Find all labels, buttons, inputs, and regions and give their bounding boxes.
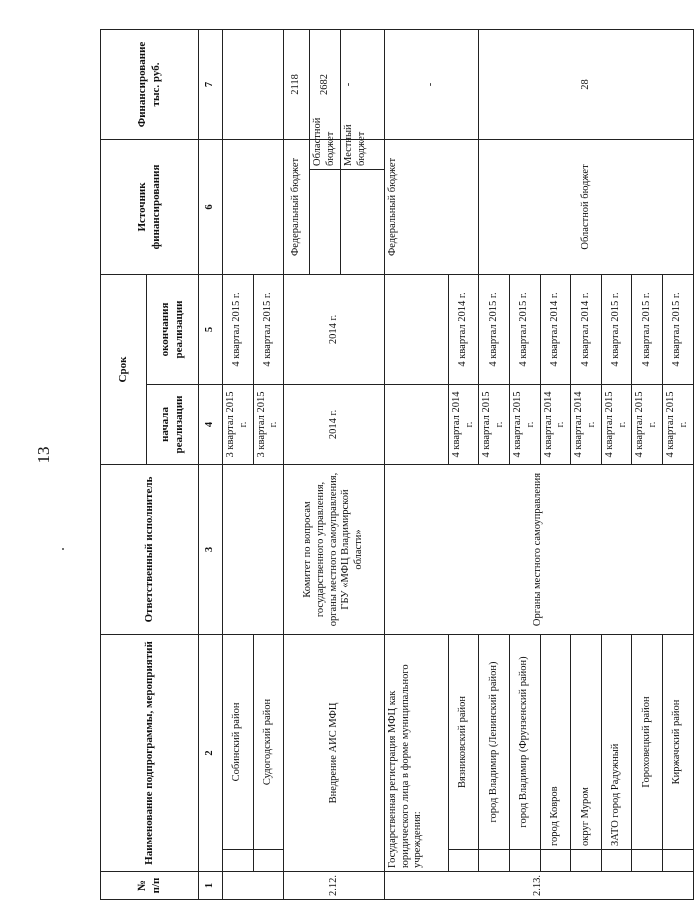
start-date: 4 квартал 2015 г. [632,384,663,464]
funding-source: Местный бюджет [340,139,384,169]
funding-amount: - [340,29,384,139]
header-num: № п/п [101,872,199,900]
funding-amount: - [384,29,479,139]
table-rotation-frame [100,30,689,900]
start-date: 4 квартал 2014 г. [448,384,479,464]
item-name: Государственная регистрация МФЦ как юридического лица в форме муниципального учреждения: [384,634,448,871]
district-name: Судогодский район [253,634,284,849]
funding-source: Областной бюджет [310,139,341,169]
start-date: 2014 г. [284,384,385,464]
end-date: 4 квартал 2014 г. [540,274,571,384]
col-number: 1 [199,872,223,900]
header-term: Срок [101,274,147,464]
col-number: 6 [199,139,223,274]
table-row [384,29,448,899]
table-row [223,29,254,899]
start-date: 4 квартал 2014 г. [540,384,571,464]
funding-amount: 2118 [284,29,310,139]
end-date: 4 квартал 2015 г. [601,274,632,384]
end-date: 4 квартал 2014 г. [571,274,602,384]
start-date: 4 квартал 2015 г. [601,384,632,464]
item-name: Внедрение АИС МФЦ [284,634,385,871]
header-end: окончания реализации [147,274,199,384]
col-number: 7 [199,29,223,139]
start-date: 4 квартал 2014 г. [571,384,602,464]
start-date: 4 квартал 2015 г. [662,384,693,464]
header-start: начала реализации [147,384,199,464]
header-name: Наименование подпрограммы, мероприятий [101,634,199,871]
col-number: 3 [199,464,223,634]
funding-source: Федеральный бюджет [284,139,310,274]
item-number: 2.12. [284,872,385,900]
end-date: 4 квартал 2015 г. [223,274,254,384]
funding-amount: 28 [479,29,693,139]
item-number: 2.13. [384,872,693,900]
end-date: 2014 г. [284,274,385,384]
header-executor: Ответственный исполнитель [101,464,199,634]
page-number: 13 [34,446,53,464]
item-executor: Комитет по вопросам государственного управления, органы местного самоуправления, ГБУ «МФЦ Владимирской области» [284,464,385,634]
end-date: 4 квартал 2015 г. [662,274,693,384]
funding-source: Областной бюджет [479,139,693,274]
district-name: Киржачский район [662,634,693,849]
funding-amount: 2682 [310,29,341,139]
district-name: город Владимир (Ленинский район) [479,634,510,849]
end-date: 4 квартал 2015 г. [479,274,510,384]
header-source: Источник финансирования [101,139,199,274]
start-date: 4 квартал 2015 г. [509,384,540,464]
district-name: Вязниковский район [448,634,479,849]
end-date: 4 квартал 2014 г. [448,274,479,384]
end-date: 4 квартал 2015 г. [509,274,540,384]
header-funding: Финансирование тыс. руб. [101,29,199,139]
program-table [100,29,694,900]
start-date: 3 квартал 2015 г. [223,384,254,464]
header-row-1 [101,29,147,899]
table-row [284,29,310,899]
col-number: 2 [199,634,223,871]
district-name: город Владимир (Фрунзенский район) [509,634,540,849]
district-name: Гороховецкий район [632,634,663,849]
col-number: 4 [199,384,223,464]
district-name: округ Муром [571,634,602,849]
item-executor: Органы местного самоуправления [384,464,693,634]
start-date: 4 квартал 2015 г. [479,384,510,464]
column-numbers-row [199,29,223,899]
district-name: город Ковров [540,634,571,849]
table-container [100,30,689,900]
col-number: 5 [199,274,223,384]
district-name: Собинский район [223,634,254,849]
start-date: 3 квартал 2015 г. [253,384,284,464]
funding-source: Федеральный бюджет [384,139,479,274]
end-date: 4 квартал 2015 г. [253,274,284,384]
speck-mark [62,548,64,550]
end-date: 4 квартал 2015 г. [632,274,663,384]
district-name: ЗАТО город Радужный [601,634,632,849]
